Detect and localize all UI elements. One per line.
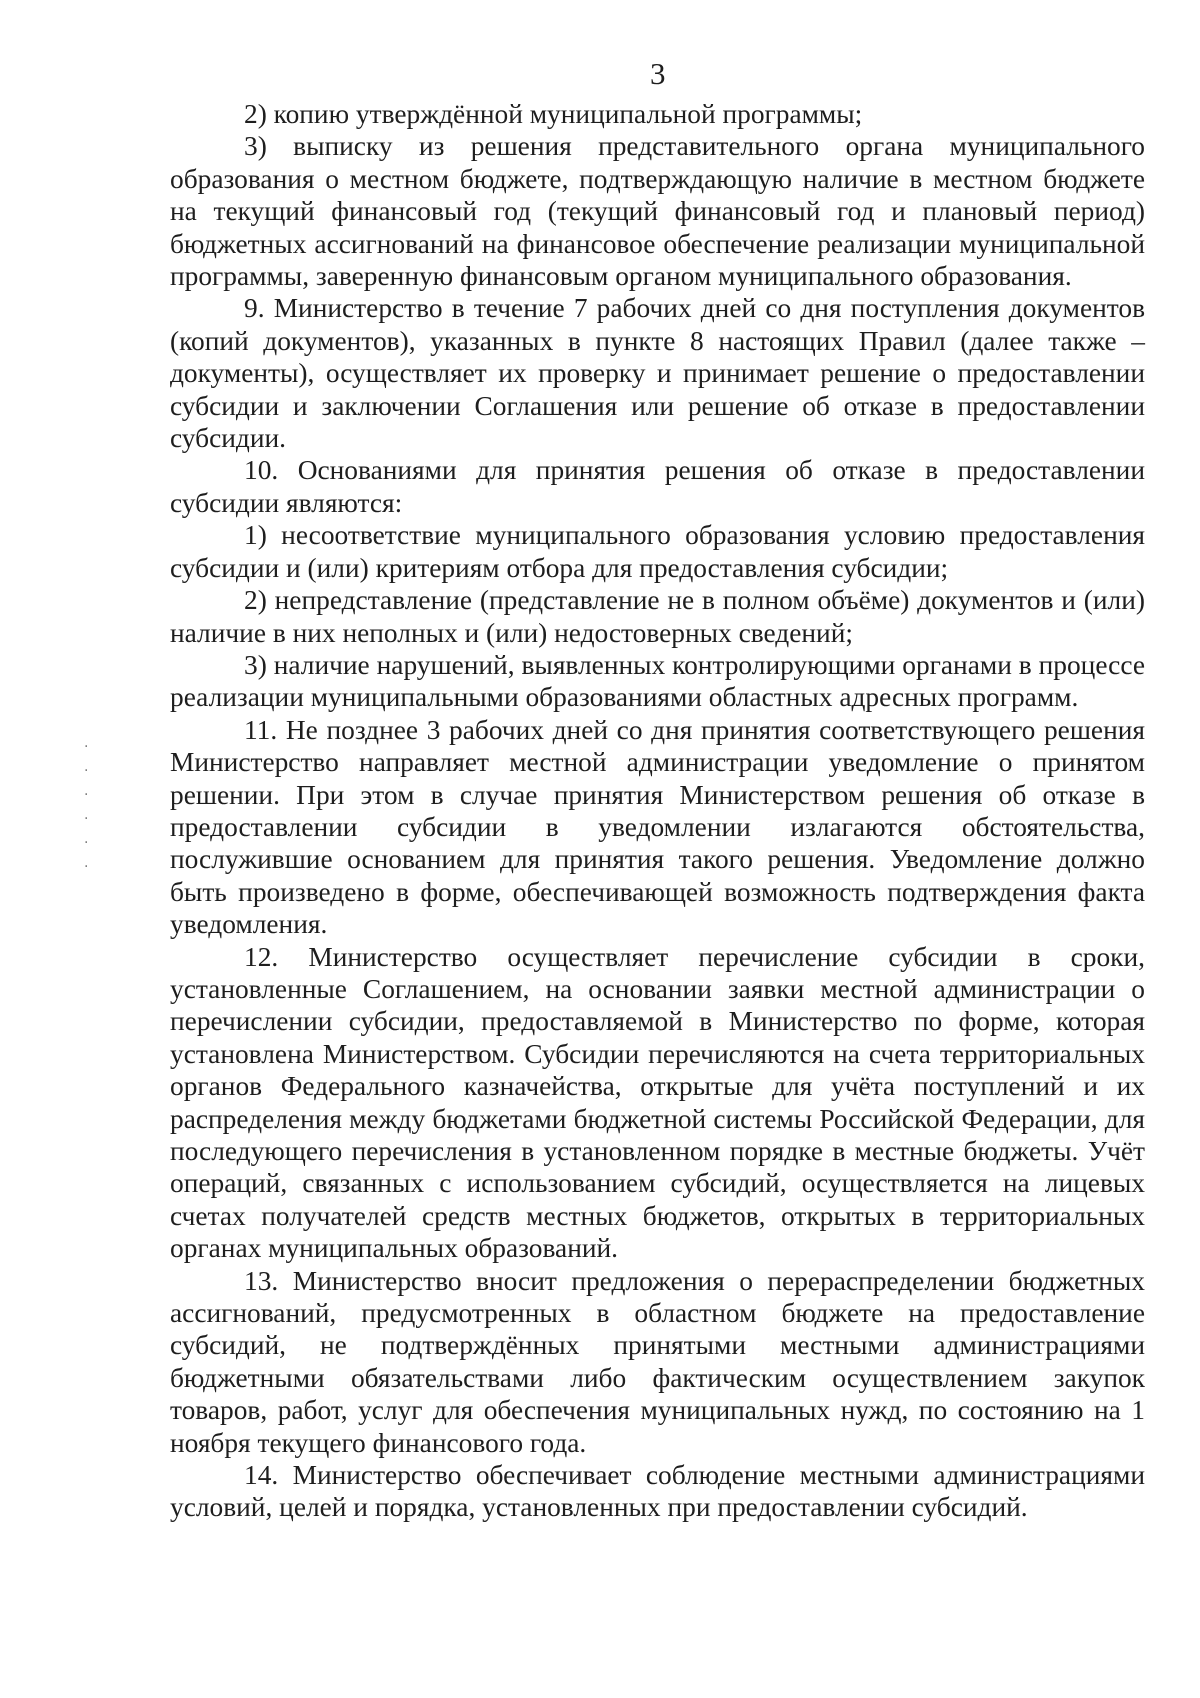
document-body [170,98,1145,1524]
paragraph-item-2: 2) копию утверждённой муниципальной программы; [244,99,863,129]
page-number: 3 [650,56,666,91]
scan-margin-marks [84,735,88,879]
paragraph-clause-9: 9. Министерство в течение 7 рабочих дней со дня поступления документов (копий документов), указанных в пункте 8 настоящих Правил (далее также – документы), осуществляет их проверку и принимает решение о предоставлении субсидии и заключении Соглашения или решение об отказе в предоставлении субсидии. [170,293,1145,454]
paragraph-clause-10-item-2: 2) непредставление (представление не в полном объёме) документов и (или) наличие в них неполных и (или) недостоверных сведений; [170,585,1145,648]
scan-mark: · [84,763,89,779]
paragraph-clause-10-item-3: 3) наличие нарушений, выявленных контролирующими органами в процессе реализации муниципальными образованиями областных адресных программ. [170,649,1145,713]
paragraph-item-3: 3) выписку из решения представительного органа муниципального образования о местном бюджете, подтверждающую наличие в местном бюджете на текущий финансовый год (текущий финансовый год и плановый период) бюджетных ассигнований на финансовое обеспечение реализации муниципальной программы, заверенную финансовым органом муниципального образования. [170,131,1145,292]
scan-mark: · [84,811,89,827]
paragraph-clause-14: 14. Министерство обеспечивает соблюдение местными администрациями условий, целей и порядка, установленных при предоставлении субсидий. [170,1460,1145,1523]
paragraph-clause-10: 10. Основаниями для принятия решения об отказе в предоставлении субсидии являются: [170,455,1145,518]
paragraph-clause-11: 11. Не позднее 3 рабочих дней со дня принятия соответствующего решения Министерство направляет местной администрации уведомление о принятом решении. При этом в случае принятия Министерством решения об отказе в предоставлении субсидии в уведомлении излагаются обстоятельства, послужившие основанием для принятия такого решения. Уведомление должно быть произведено в форме, обеспечивающей возможность подтверждения факта уведомления. [170,714,1145,940]
paragraph-clause-12: 12. Министерство осуществляет перечисление субсидии в сроки, установленные Соглашением, на основании заявки местной администрации о перечислении субсидии, предоставляемой в Министерство по форме, которая установлена Министерством. Субсидии перечисляются на счета территориальных органов Федерального казначейства, открытые для учёта поступлений и их распределения между бюджетами бюджетной системы Российской Федерации, для последующего перечисления в установленном порядке в местные бюджеты. Учёт операций, связанных с использованием субсидий, осуществляется на лицевых счетах получателей средств местных бюджетов, открытых в территориальных органах муниципальных образований. [170,941,1145,1264]
scan-mark: · [84,739,89,755]
paragraph-clause-10-item-1: 1) несоответствие муниципального образования условию предоставления субсидии и (или) критериям отбора для предоставления субсидии; [170,520,1145,583]
paragraph-clause-13: 13. Министерство вносит предложения о перераспределении бюджетных ассигнований, предусмотренных в областном бюджете на предоставление субсидий, не подтверждённых принятыми местными администрациями бюджетными обязательствами либо фактическим осуществлением закупок товаров, работ, услуг для обеспечения муниципальных нужд, по состоянию на 1 ноября текущего финансового года. [170,1265,1145,1458]
scan-mark: · [84,835,89,851]
scan-mark: · [84,787,89,803]
scan-mark: · [84,859,89,875]
